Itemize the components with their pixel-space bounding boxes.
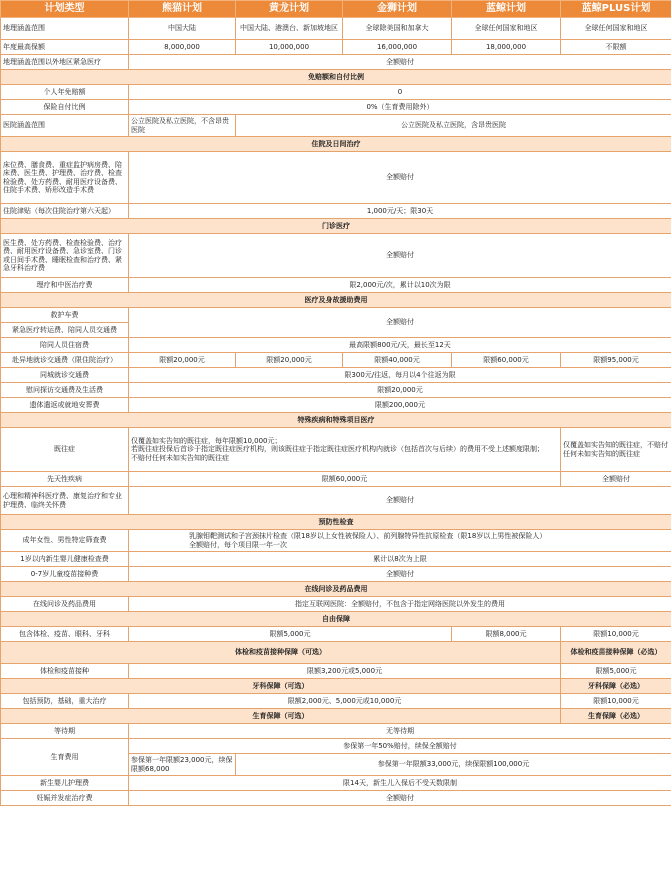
row-label: 理疗和中医治疗费 — [1, 278, 129, 293]
cell: 不限额 — [561, 40, 671, 55]
row-label: 1岁以内新生婴儿健康检查费 — [1, 552, 129, 567]
row-label: 个人年免赔额 — [1, 85, 129, 100]
row-label: 遗体遣返或就地安葬费 — [1, 398, 129, 413]
table-row — [1, 353, 671, 368]
table-row — [1, 18, 671, 40]
table-row — [1, 487, 671, 515]
row-label: 生育费用 — [1, 739, 129, 776]
cell: 限2,000元/次，累计以10次为限 — [129, 278, 671, 293]
cell: 16,000,000 — [343, 40, 452, 55]
table-row — [1, 234, 671, 278]
row-label: 同城就诊交通费 — [1, 368, 129, 383]
cell: 限额8,000元 — [452, 627, 561, 642]
cell: 乳腺钼靶测试和子宫颈抹片检查（限18岁以上女性被保险人）、前列腺特异性抗原检查（限18岁以上男性被保险人） 全额赔付，每个项目限一年一次 — [129, 530, 671, 552]
cell: 0%（生育费用除外） — [129, 100, 671, 115]
row-label: 医生费、处方药费、检查检验费、治疗费、耐用医疗设备费、急诊室费、门诊或日间手术费、睡眠检查和治疗费、紧急牙科治疗费 — [1, 234, 129, 278]
section-row — [1, 413, 671, 428]
table-row — [1, 664, 671, 679]
cell: 中国大陆 — [129, 18, 236, 40]
section-title: 门诊医疗 — [1, 219, 671, 234]
section-row — [1, 582, 671, 597]
header-panda: 熊猫计划 — [129, 1, 236, 18]
section-title: 生育保障（必选） — [561, 709, 671, 724]
cell: 中国大陆、港澳台、新加坡地区 — [236, 18, 343, 40]
table-row — [1, 694, 671, 709]
table-row — [1, 368, 671, 383]
cell: 最高限额800元/天，最长至12天 — [129, 338, 671, 353]
cell: 1,000元/天；限30天 — [129, 204, 671, 219]
section-title: 免赔额和自付比例 — [1, 70, 671, 85]
section-row — [1, 612, 671, 627]
row-label: 体检和疫苗接种 — [1, 664, 129, 679]
row-label: 心理和精神科医疗费、康复治疗和专业护理费、临终关怀费 — [1, 487, 129, 515]
row-label: 成年女性、男性特定筛查费 — [1, 530, 129, 552]
table-row — [1, 791, 671, 806]
table-row — [1, 278, 671, 293]
row-label: 包括预防，基础，重大治疗 — [1, 694, 129, 709]
section-row — [1, 679, 671, 694]
cell: 全额赔付 — [129, 791, 671, 806]
table-row — [1, 739, 671, 754]
cell: 10,000,000 — [236, 40, 343, 55]
cell: 限额95,000元 — [561, 353, 671, 368]
section-row — [1, 219, 671, 234]
cell: 仅覆盖如实告知的既往症，不赔付任何未如实告知的既往症 — [561, 428, 671, 472]
section-title: 住院及日间治疗 — [1, 137, 671, 152]
cell: 全额赔付 — [129, 567, 671, 582]
cell: 全额赔付 — [561, 472, 671, 487]
cell: 限额5,000元 — [129, 627, 452, 642]
cell: 限额2,000元、5,000元或10,000元 — [129, 694, 561, 709]
section-row — [1, 293, 671, 308]
cell: 限额10,000元 — [561, 694, 671, 709]
table-header-row — [1, 1, 671, 18]
table-row — [1, 40, 671, 55]
section-row — [1, 642, 671, 664]
row-label: 保险自付比例 — [1, 100, 129, 115]
row-label: 包含体检、疫苗、眼科、牙科 — [1, 627, 129, 642]
cell: 累计以8次为上限 — [129, 552, 671, 567]
cell: 全额赔付 — [129, 234, 671, 278]
row-label: 住院津贴（每次住院治疗第六天起） — [1, 204, 129, 219]
cell: 限额20,000元 — [129, 383, 671, 398]
table-row — [1, 472, 671, 487]
table-row — [1, 55, 671, 70]
row-label: 赴异地就诊交通费（限住院治疗） — [1, 353, 129, 368]
table-row — [1, 100, 671, 115]
header-yellow-dragon: 黄龙计划 — [236, 1, 343, 18]
cell: 限额3,200元或5,000元 — [129, 664, 561, 679]
row-label: 妊娠并发症治疗费 — [1, 791, 129, 806]
section-title: 特殊疾病和特殊项目医疗 — [1, 413, 671, 428]
cell: 限额200,000元 — [129, 398, 671, 413]
section-row — [1, 515, 671, 530]
cell: 全额赔付 — [129, 55, 671, 70]
cell: 限额60,000元 — [452, 353, 561, 368]
table-row — [1, 428, 671, 472]
row-label: 0-7岁儿童疫苗接种费 — [1, 567, 129, 582]
row-label: 床位费、膳食费、重症监护病房费、陪床费、医生费、护理费、治疗费、检查检验费、处方药费、耐用医疗设备费、住院手术费、矫形改造手术费 — [1, 152, 129, 204]
row-label: 紧急医疗转运费、陪同人员交通费 — [1, 323, 129, 338]
section-title: 预防性检查 — [1, 515, 671, 530]
section-title: 医疗及身故援助费用 — [1, 293, 671, 308]
table-row — [1, 308, 671, 323]
row-label: 既往症 — [1, 428, 129, 472]
cell: 全球除美国和加拿大 — [343, 18, 452, 40]
section-title: 牙科保障（必选） — [561, 679, 671, 694]
cell: 参保第一年限额33,000元，续保限额100,000元 — [236, 754, 671, 776]
cell: 全额赔付 — [129, 487, 671, 515]
section-row — [1, 137, 671, 152]
table-row — [1, 530, 671, 552]
header-plan-type: 计划类型 — [1, 1, 129, 18]
cell: 全球任何国家和地区 — [452, 18, 561, 40]
table-row — [1, 115, 671, 137]
cell: 全额赔付 — [129, 152, 671, 204]
cell: 0 — [129, 85, 671, 100]
cell: 公立医院及私立医院，不含昂贵医院 — [129, 115, 236, 137]
cell: 参保第一年50%赔付，续保全额赔付 — [129, 739, 671, 754]
row-label: 等待期 — [1, 724, 129, 739]
cell: 无等待期 — [129, 724, 671, 739]
row-label: 地理涵盖范围以外地区紧急医疗 — [1, 55, 129, 70]
table-row — [1, 152, 671, 204]
cell: 参保第一年限额23,000元，续保限额68,000 — [129, 754, 236, 776]
row-label: 年度最高保额 — [1, 40, 129, 55]
section-title: 自由保障 — [1, 612, 671, 627]
row-label: 新生婴儿护理费 — [1, 776, 129, 791]
row-label: 在线问诊及药品费用 — [1, 597, 129, 612]
row-label: 慰问探访交通费及生活费 — [1, 383, 129, 398]
table-row — [1, 567, 671, 582]
table-row — [1, 724, 671, 739]
header-golden-lion: 金狮计划 — [343, 1, 452, 18]
cell: 限14天，新生儿入保后不受天数限制 — [129, 776, 671, 791]
cell: 全额赔付 — [129, 308, 671, 338]
cell: 8,000,000 — [129, 40, 236, 55]
cell: 限额20,000元 — [129, 353, 236, 368]
table-row — [1, 383, 671, 398]
table-row — [1, 204, 671, 219]
cell: 限额10,000元 — [561, 627, 671, 642]
section-title: 在线问诊及药品费用 — [1, 582, 671, 597]
row-label: 地理涵盖范围 — [1, 18, 129, 40]
cell: 仅覆盖如实告知的既往症，每年限额10,000元； 若既往症投保后首诊于指定既往症医疗机构，则该既往症于指定既往症医疗机构内就诊（包括首次与后续）的费用不受上述额度限制； 不赔付任何未如实告知的既往症 — [129, 428, 561, 472]
table-row — [1, 85, 671, 100]
table-row — [1, 398, 671, 413]
cell: 限额5,000元 — [561, 664, 671, 679]
cell: 限额40,000元 — [343, 353, 452, 368]
table-row — [1, 552, 671, 567]
cell: 公立医院及私立医院，含昂贵医院 — [236, 115, 671, 137]
row-label: 陪同人员住宿费 — [1, 338, 129, 353]
section-row — [1, 709, 671, 724]
cell: 限300元/往返，每月以4个往返为限 — [129, 368, 671, 383]
section-title: 牙科保障（可选） — [1, 679, 561, 694]
cell: 限额60,000元 — [129, 472, 561, 487]
row-label: 救护车费 — [1, 308, 129, 323]
table-row — [1, 338, 671, 353]
section-title: 体检和疫苗接种保障（必选） — [561, 642, 671, 664]
section-title: 体检和疫苗接种保障（可选） — [1, 642, 561, 664]
row-label: 先天性疾病 — [1, 472, 129, 487]
header-blue-whale-plus: 蓝鲸PLUS计划 — [561, 1, 671, 18]
header-blue-whale: 蓝鲸计划 — [452, 1, 561, 18]
table-row — [1, 627, 671, 642]
table-row — [1, 597, 671, 612]
table-row — [1, 776, 671, 791]
section-row — [1, 70, 671, 85]
cell: 限额20,000元 — [236, 353, 343, 368]
cell: 指定互联网医院：全额赔付，不包含于指定网络医院以外发生的费用 — [129, 597, 671, 612]
section-title: 生育保障（可选） — [1, 709, 561, 724]
cell: 全球任何国家和地区 — [561, 18, 671, 40]
row-label: 医院涵盖范围 — [1, 115, 129, 137]
cell: 18,000,000 — [452, 40, 561, 55]
